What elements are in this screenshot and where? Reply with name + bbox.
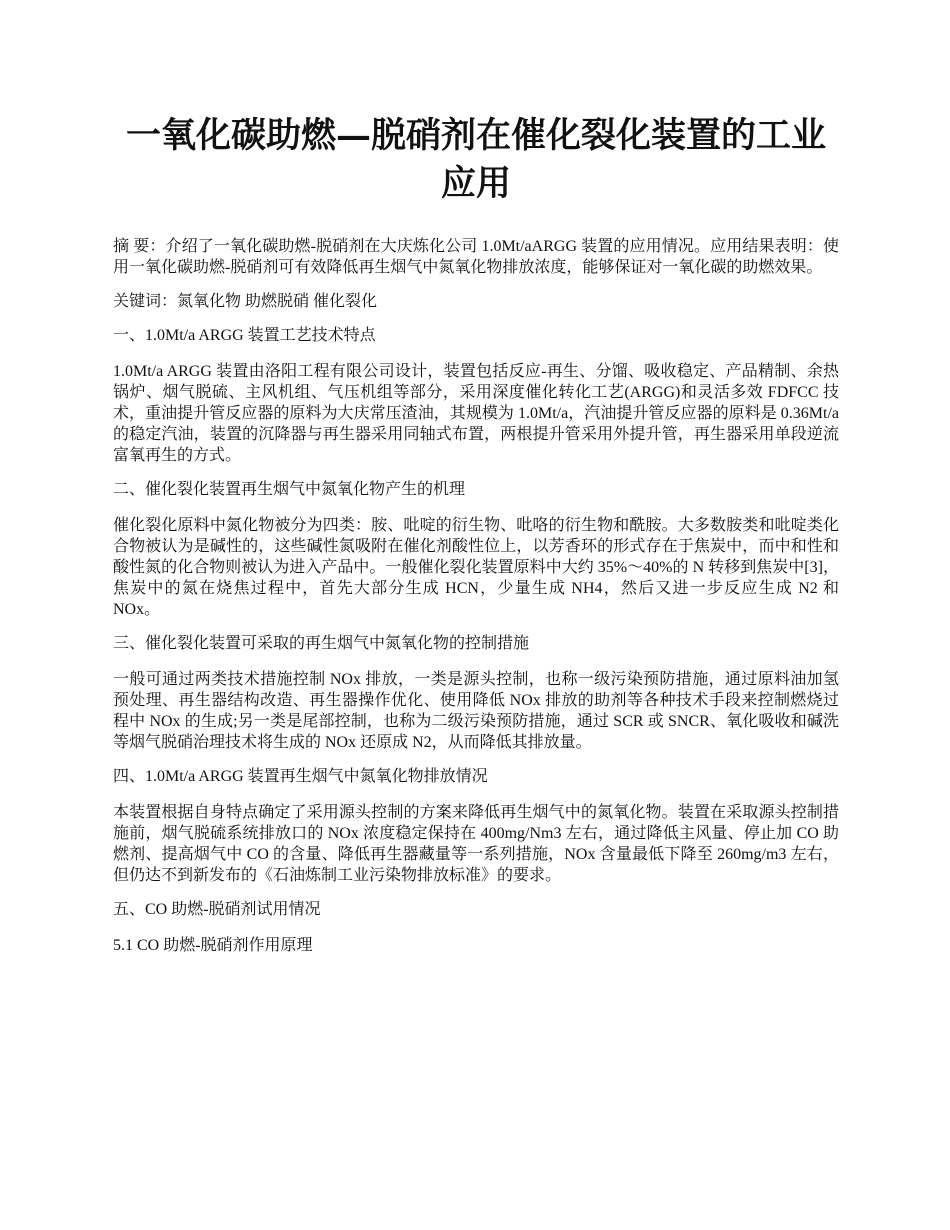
section-heading-2: 二、催化裂化装置再生烟气中氮氧化物产生的机理 <box>113 481 466 498</box>
section-heading-1: 一、1.0Mt/a ARGG 装置工艺技术特点 <box>113 327 376 344</box>
section-body-1: 1.0Mt/a ARGG 装置由洛阳工程有限公司设计，装置包括反应-再生、分馏、吸收稳定、产品精制、余热锅炉、烟气脱硫、主风机组、气压机组等部分，采用深度催化转化工艺(ARGG)和灵活多效 FDFCC 技术，重油提升管反应器的原料为大庆常压渣油，其规模为 1.0Mt/a，汽油提升管反应器的原料是 0.36Mt/a 的稳定汽油，装置的沉降器与再生器采用同轴式布置，两根提升管采用外提升管，再生器采用单段逆流富氧再生的方式。 <box>113 363 839 464</box>
document-page <box>113 112 839 971</box>
section-body-3: 一般可通过两类技术措施控制 NOx 排放，一类是源头控制，也称一级污染预防措施，通过原料油加氢预处理、再生器结构改造、再生器操作优化、使用降低 NOx 排放的助剂等各种技术手段来控制燃烧过程中 NOx 的生成;另一类是尾部控制，也称为二级污染预防措施，通过 SCR 或 SNCR、氧化吸收和碱洗等烟气脱硝治理技术将生成的 NOx 还原成 N2，从而降低其排放量。 <box>113 671 839 751</box>
section-body-2: 催化裂化原料中氮化物被分为四类：胺、吡啶的衍生物、吡咯的衍生物和酰胺。大多数胺类和吡啶类化合物被认为是碱性的，这些碱性氮吸附在催化剂酸性位上，以芳香环的形式存在于焦炭中，而中和性和酸性氮的化合物则被认为进入产品中。一般催化裂化装置原料中大约 35%～40%的 N 转移到焦炭中[3]，焦炭中的氮在烧焦过程中，首先大部分生成 HCN，少量生成 NH4，然后又进一步反应生成 N2 和 NOx。 <box>113 517 839 618</box>
document-title: 一氧化碳助燃—脱硝剂在催化裂化装置的工业应用 <box>125 115 826 204</box>
subsection-heading: 5.1 CO 助燃-脱硝剂作用原理 <box>113 937 313 954</box>
keywords-line: 关键词：氮氧化物 助燃脱硝 催化裂化 <box>113 293 378 310</box>
section-heading-5: 五、CO 助燃-脱硝剂试用情况 <box>113 901 321 918</box>
section-heading-4: 四、1.0Mt/a ARGG 装置再生烟气中氮氧化物排放情况 <box>113 768 488 785</box>
abstract-paragraph: 摘 要：介绍了一氧化碳助燃-脱硝剂在大庆炼化公司 1.0Mt/aARGG 装置的应用情况。应用结果表明：使用一氧化碳助燃-脱硝剂可有效降低再生烟气中氮氧化物排放浓度，能够保证对一氧化碳的助燃效果。 <box>113 238 839 276</box>
section-heading-3: 三、催化裂化装置可采取的再生烟气中氮氧化物的控制措施 <box>113 635 530 652</box>
section-body-4: 本装置根据自身特点确定了采用源头控制的方案来降低再生烟气中的氮氧化物。装置在采取源头控制措施前，烟气脱硫系统排放口的 NOx 浓度稳定保持在 400mg/Nm3 左右，通过降低主风量、停止加 CO 助燃剂、提高烟气中 CO 的含量、降低再生器藏量等一系列措施，NOx 含量最低下降至 260mg/m3 左右，但仍达不到新发布的《石油炼制工业污染物排放标准》的要求。 <box>113 804 839 884</box>
